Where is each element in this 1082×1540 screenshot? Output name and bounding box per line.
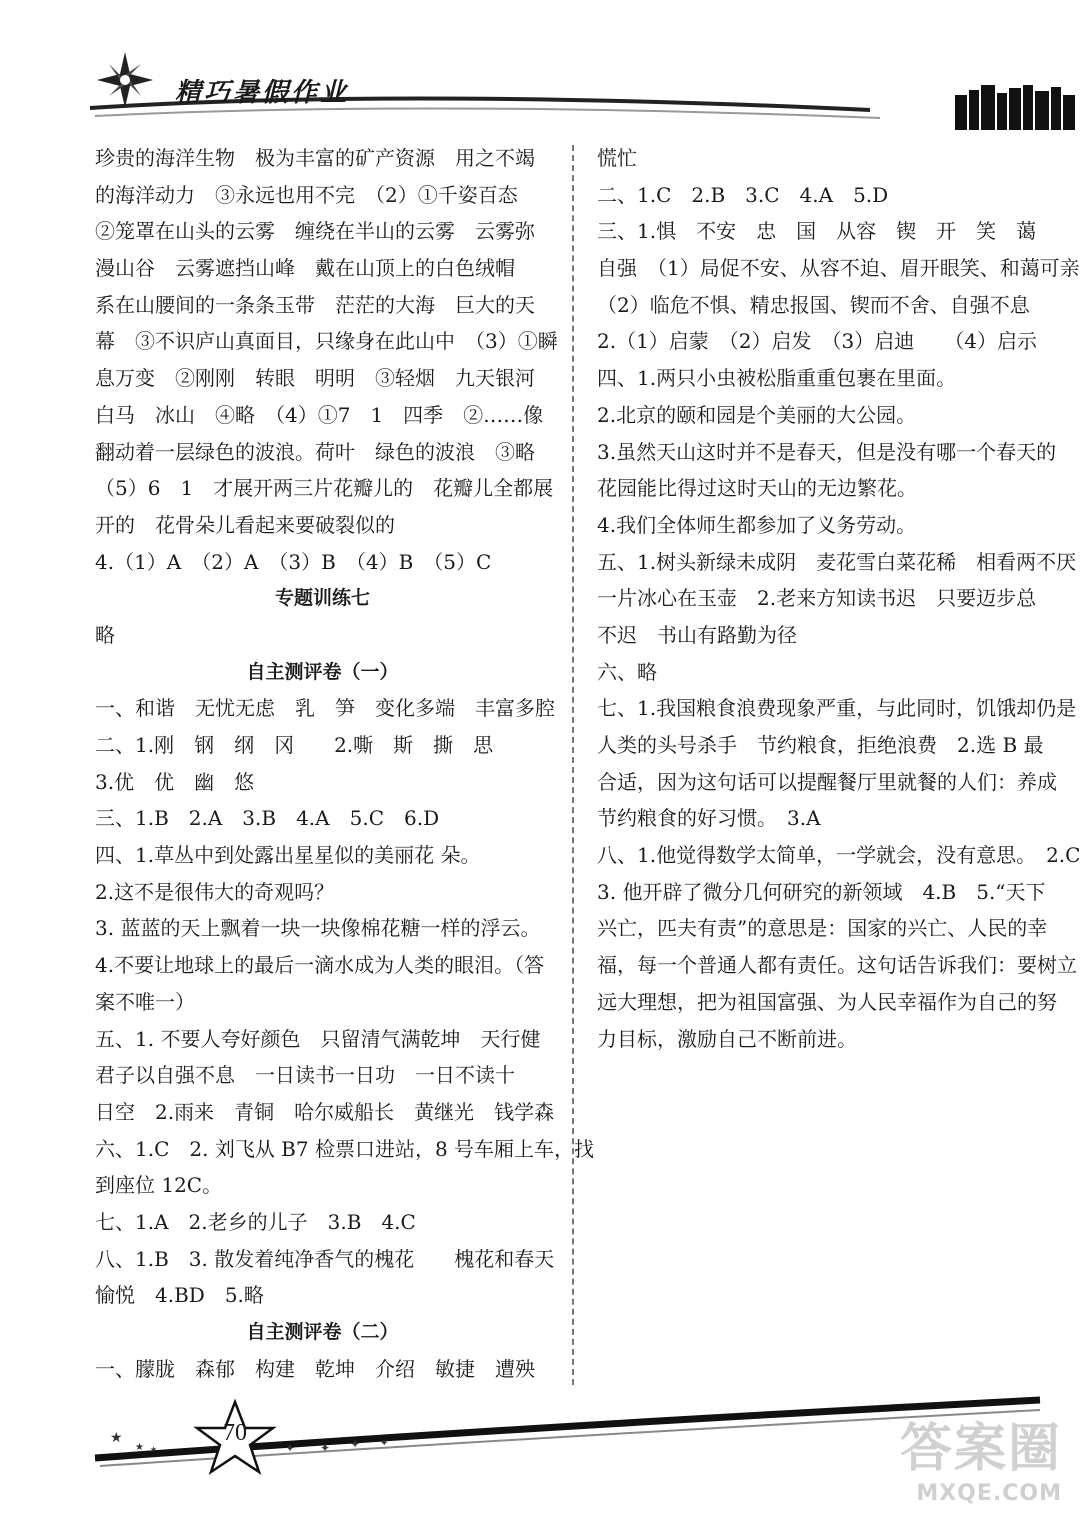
text-line: 到座位 12C。	[95, 1173, 223, 1198]
svg-text:✦: ✦	[350, 1437, 361, 1451]
text-line: 2.这不是很伟大的奇观吗？	[95, 879, 335, 904]
text-line: 3.优 优 幽 悠	[95, 769, 255, 794]
text-line: 合适，因为这句话可以提醒餐厅里就餐的人们：养成	[597, 769, 1057, 794]
text-line: 2.（1）启蒙 （2）启发 （3）启迪 （4）启示	[597, 329, 1037, 354]
text-line: 案不唯一）	[95, 989, 195, 1014]
text-line: 2.北京的颐和园是个美丽的大公园。	[597, 402, 917, 427]
text-line: 三、1.惧 不安 忠 国 从容 锲 开 笑 蔼	[597, 219, 1037, 244]
header-title: 精巧暑假作业	[175, 78, 350, 108]
text-line: 一、和谐 无忧无虑 乳 笋 变化多端 丰富多腔	[95, 696, 555, 721]
text-line: 七、1.我国粮食浪费现象严重，与此同时，饥饿却仍是	[597, 696, 1077, 721]
svg-text:✦: ✦	[380, 1438, 389, 1449]
text-line: 五、1. 不要人夸好颜色 只留清气满乾坤 天行健	[95, 1026, 541, 1051]
text-line: 节约粮食的好习惯。 3.A	[597, 806, 821, 831]
text-line: 五、1.树头新绿未成阴 麦花雪白菜花稀 相看两不厌	[597, 549, 1077, 574]
text-line: 3. 他开辟了微分几何研究的新领域 4.B 5.“天下	[597, 879, 1046, 904]
text-line: 慌忙	[597, 146, 637, 170]
left-column	[95, 140, 595, 1387]
section-heading: 自主测评卷（二）	[246, 1321, 399, 1343]
text-line: （5）6 1 才展开两三片花瓣儿的 花瓣儿全都展	[95, 476, 554, 501]
text-line: 4.不要让地球上的最后一滴水成为人类的眼泪。（答	[95, 953, 545, 978]
text-line: 的海洋动力 ③永远也用不完 （2）①千姿百态	[95, 182, 518, 207]
right-column	[597, 140, 1081, 1057]
section-heading: 自主测评卷（一）	[246, 660, 399, 683]
text-line: 翻动着一层绿色的波浪。荷叶 绿色的波浪 ③略	[95, 439, 535, 464]
text-line: 君子以自强不息 一日读书一日功 一日不读十	[95, 1063, 515, 1088]
page-header	[0, 0, 1082, 150]
text-line: 福，每一个普通人都有责任。这句话告诉我们：要树立	[597, 953, 1077, 978]
svg-text:✦: ✦	[320, 1441, 331, 1455]
text-line: 不迟 书山有路勤为径	[597, 622, 797, 647]
header-decoration	[0, 0, 1082, 150]
watermark	[892, 1406, 1062, 1506]
text-line: 息万变 ②刚刚 转眼 明明 ③轻烟 九天银河	[95, 366, 535, 391]
text-line: 力目标，激励自己不断前进。	[597, 1026, 857, 1051]
text-line: 八、1.B 3. 散发着纯净香气的槐花 槐花和春天	[95, 1246, 555, 1271]
text-line: 日空 2.雨来 青铜 哈尔威船长 黄继光 钱学森	[95, 1099, 555, 1124]
books-icon	[955, 85, 1075, 130]
svg-text:★: ★	[110, 1430, 123, 1446]
text-line: 幕 ③不识庐山真面目，只缘身在此山中 （3）①瞬	[95, 329, 558, 354]
watermark-logo-text: 答案圈	[899, 1419, 1062, 1479]
text-line: 二、1.刚 钢 纲 冈 2.嘶 斯 撕 思	[95, 733, 494, 757]
text-line: 一、朦胧 森郁 构建 乾坤 介绍 敏捷 遭殃	[95, 1356, 535, 1381]
text-line: 3. 蓝蓝的天上飘着一块一块像棉花糖一样的浮云。	[95, 916, 541, 941]
flower-icon	[97, 52, 153, 108]
text-line: 一片冰心在玉壶 2.老来方知读书迟 只要迈步总	[597, 586, 1037, 611]
text-line: 白马 冰山 ④略 （4）①7 1 四季 ②……像	[95, 402, 544, 427]
text-line: 人类的头号杀手 节约粮食，拒绝浪费 2.选 B 最	[597, 733, 1044, 757]
text-line: 七、1.A 2.老乡的儿子 3.B 4.C	[95, 1209, 416, 1234]
text-line: 远大理想，把为祖国富强、为人民幸福作为自己的努	[597, 989, 1057, 1014]
text-line: 愉悦 4.BD 5.略	[95, 1283, 264, 1308]
text-line: 4.（1）A （2）A （3）B （4）B （5）C	[95, 549, 492, 574]
text-line: 八、1.他觉得数学太简单，一学就会，没有意思。 2.C	[597, 843, 1081, 868]
watermark-url: MXQE.COM	[916, 1481, 1062, 1506]
svg-text:✦: ✦	[285, 1441, 296, 1455]
page-number: 70	[223, 1420, 247, 1446]
text-line: 四、1.两只小虫被松脂重重包裹在里面。	[597, 366, 957, 391]
text-line: 漫山谷 云雾遮挡山峰 戴在山顶上的白色绒帽	[95, 256, 515, 281]
text-line: 花园能比得过这时天山的无边繁花。	[597, 476, 917, 501]
column-divider	[572, 145, 574, 1385]
text-line: 4.我们全体师生都参加了义务劳动。	[597, 512, 917, 537]
text-line: （2）临危不惧、精忠报国、锲而不舍、自强不息	[597, 292, 1030, 317]
text-line: 六、1.C 2. 刘飞从 B7 检票口进站，8 号车厢上车，找	[95, 1136, 595, 1161]
svg-text:★: ★	[150, 1445, 158, 1454]
text-line: 自强 （1）局促不安、从容不迫、眉开眼笑、和蔼可亲	[597, 256, 1080, 281]
text-line: 珍贵的海洋生物 极为丰富的矿产资源 用之不竭	[95, 146, 535, 170]
text-line: 四、1.草丛中到处露出星星似的美丽花 朵。	[95, 843, 481, 868]
text-line: 三、1.B 2.A 3.B 4.A 5.C 6.D	[95, 806, 440, 831]
text-line: ②笼罩在山头的云雾 缠绕在半山的云雾 云雾弥	[95, 219, 535, 244]
text-line: 六、略	[597, 659, 657, 684]
text-line: 系在山腰间的一条条玉带 茫茫的大海 巨大的天	[95, 292, 535, 317]
text-line: 开的 花骨朵儿看起来要破裂似的	[95, 512, 395, 537]
section-heading: 专题训练七	[274, 587, 370, 610]
text-line: 略	[95, 622, 115, 647]
svg-text:★: ★	[135, 1442, 144, 1453]
text-line: 二、1.C 2.B 3.C 4.A 5.D	[597, 182, 889, 207]
text-line: 3.虽然天山这时并不是春天，但是没有哪一个春天的	[597, 439, 1057, 464]
text-line: 兴亡，匹夫有责”的意思是：国家的兴亡、人民的幸	[597, 916, 1048, 941]
